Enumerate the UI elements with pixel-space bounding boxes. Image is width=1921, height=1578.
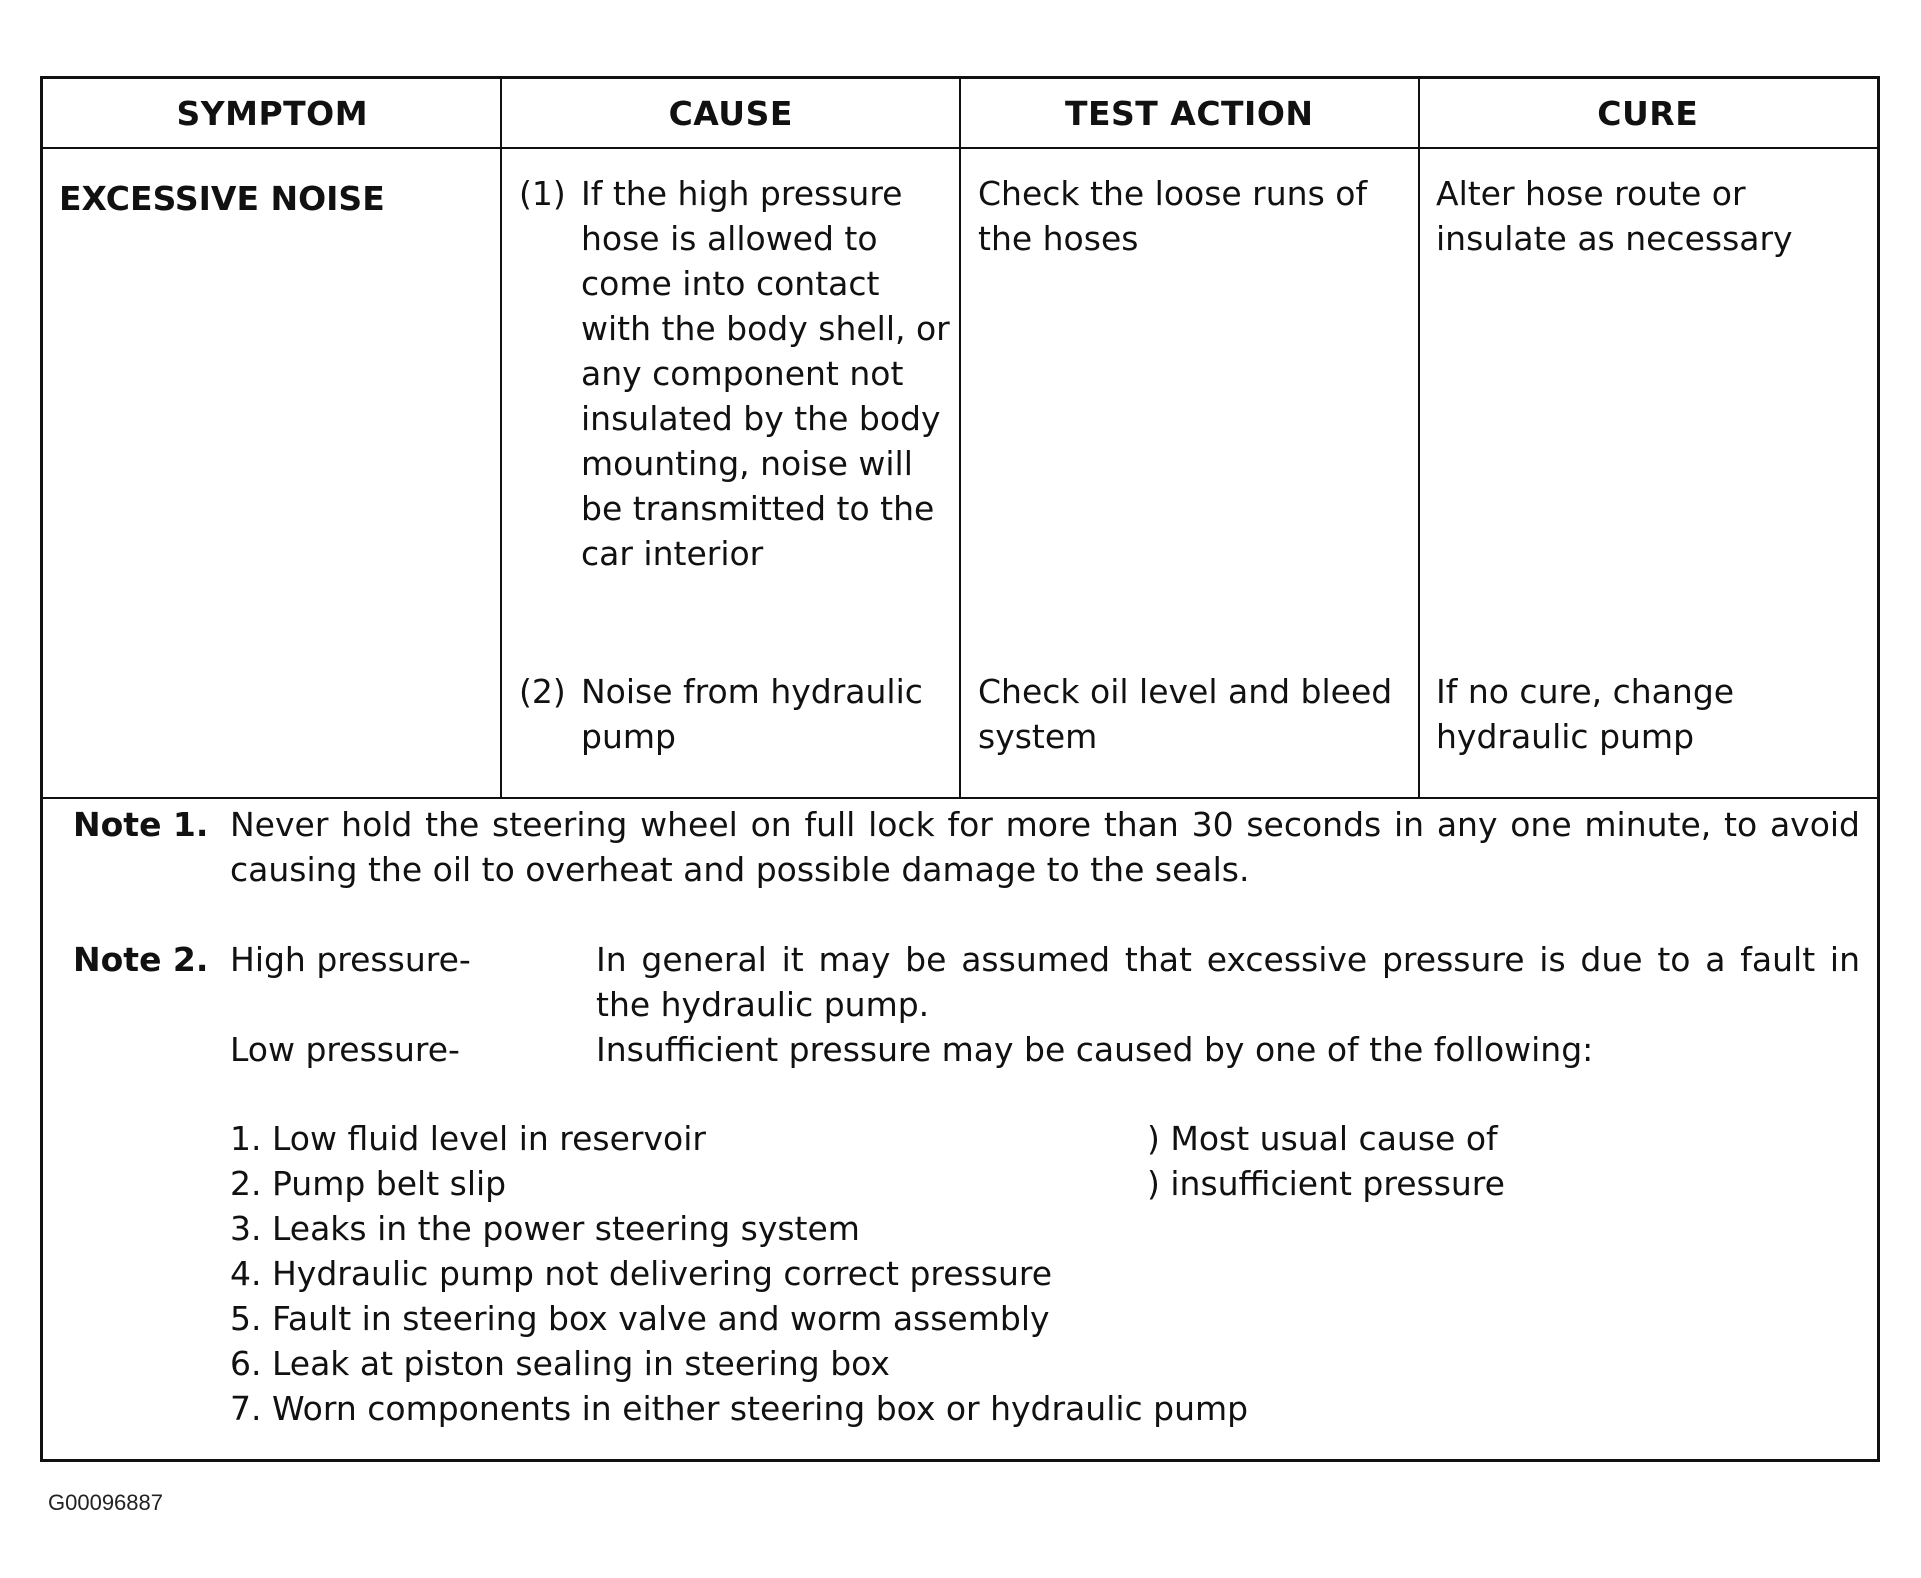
note-1-text: Never hold the steering wheel on full lock for more than 30 seconds in any one minute, to avoid causing the oil to overheat and possible damage to the seals. (230, 805, 1860, 889)
list-item: 3. Leaks in the power steering system (230, 1209, 860, 1248)
cause-number: (1) (519, 174, 566, 213)
bracket-note: ) insufficient pressure (1147, 1164, 1505, 1203)
note-2-label: Note 2. (73, 940, 209, 979)
cure-text: Alter hose route or insulate as necessary (1436, 174, 1793, 258)
header-cure: CURE (1597, 93, 1699, 133)
cure-text: If no cure, change hydraulic pump (1436, 672, 1735, 756)
list-item: 6. Leak at piston sealing in steering box (230, 1344, 890, 1383)
list-item: 4. Hydraulic pump not delivering correct pressure (230, 1254, 1053, 1293)
high-pressure-text: In general it may be assumed that excessive pressure is due to a fault in the hydraulic pump. (596, 940, 1860, 1024)
test-action-text: Check oil level and bleed system (978, 672, 1393, 756)
list-item: 5. Fault in steering box valve and worm assembly (230, 1299, 1050, 1338)
troubleshooting-table (40, 76, 1880, 1462)
header-symptom: SYMPTOM (176, 93, 369, 133)
header-cause: CAUSE (668, 93, 793, 133)
figure-code: G00096887 (48, 1490, 163, 1515)
note-1-label: Note 1. (73, 805, 209, 844)
test-action-text: Check the loose runs of the hoses (978, 174, 1368, 258)
header-test-action: TEST ACTION (1064, 93, 1314, 133)
list-item: 1. Low fluid level in reservoir (230, 1119, 706, 1158)
bracket-note: ) Most usual cause of (1147, 1119, 1498, 1158)
low-pressure-label: Low pressure- (230, 1030, 460, 1069)
cause-text: Noise from hydraulic pump (581, 672, 923, 756)
symptom-cell: EXCESSIVE NOISE (59, 179, 385, 218)
notes-section (43, 799, 1877, 1459)
low-pressure-text: Insufficient pressure may be caused by one of the following: (596, 1030, 1594, 1069)
table-row-excessive-noise (43, 149, 1877, 799)
high-pressure-label: High pressure- (230, 940, 471, 979)
list-item: 2. Pump belt slip (230, 1164, 507, 1203)
list-item: 7. Worn components in either steering box or hydraulic pump (230, 1389, 1249, 1428)
cause-number: (2) (519, 672, 566, 711)
cause-text: If the high pressure hose is allowed to come into contact with the body shell, or any component not insulated by the body mounting, noise will be transmitted to the car interior (581, 174, 950, 573)
